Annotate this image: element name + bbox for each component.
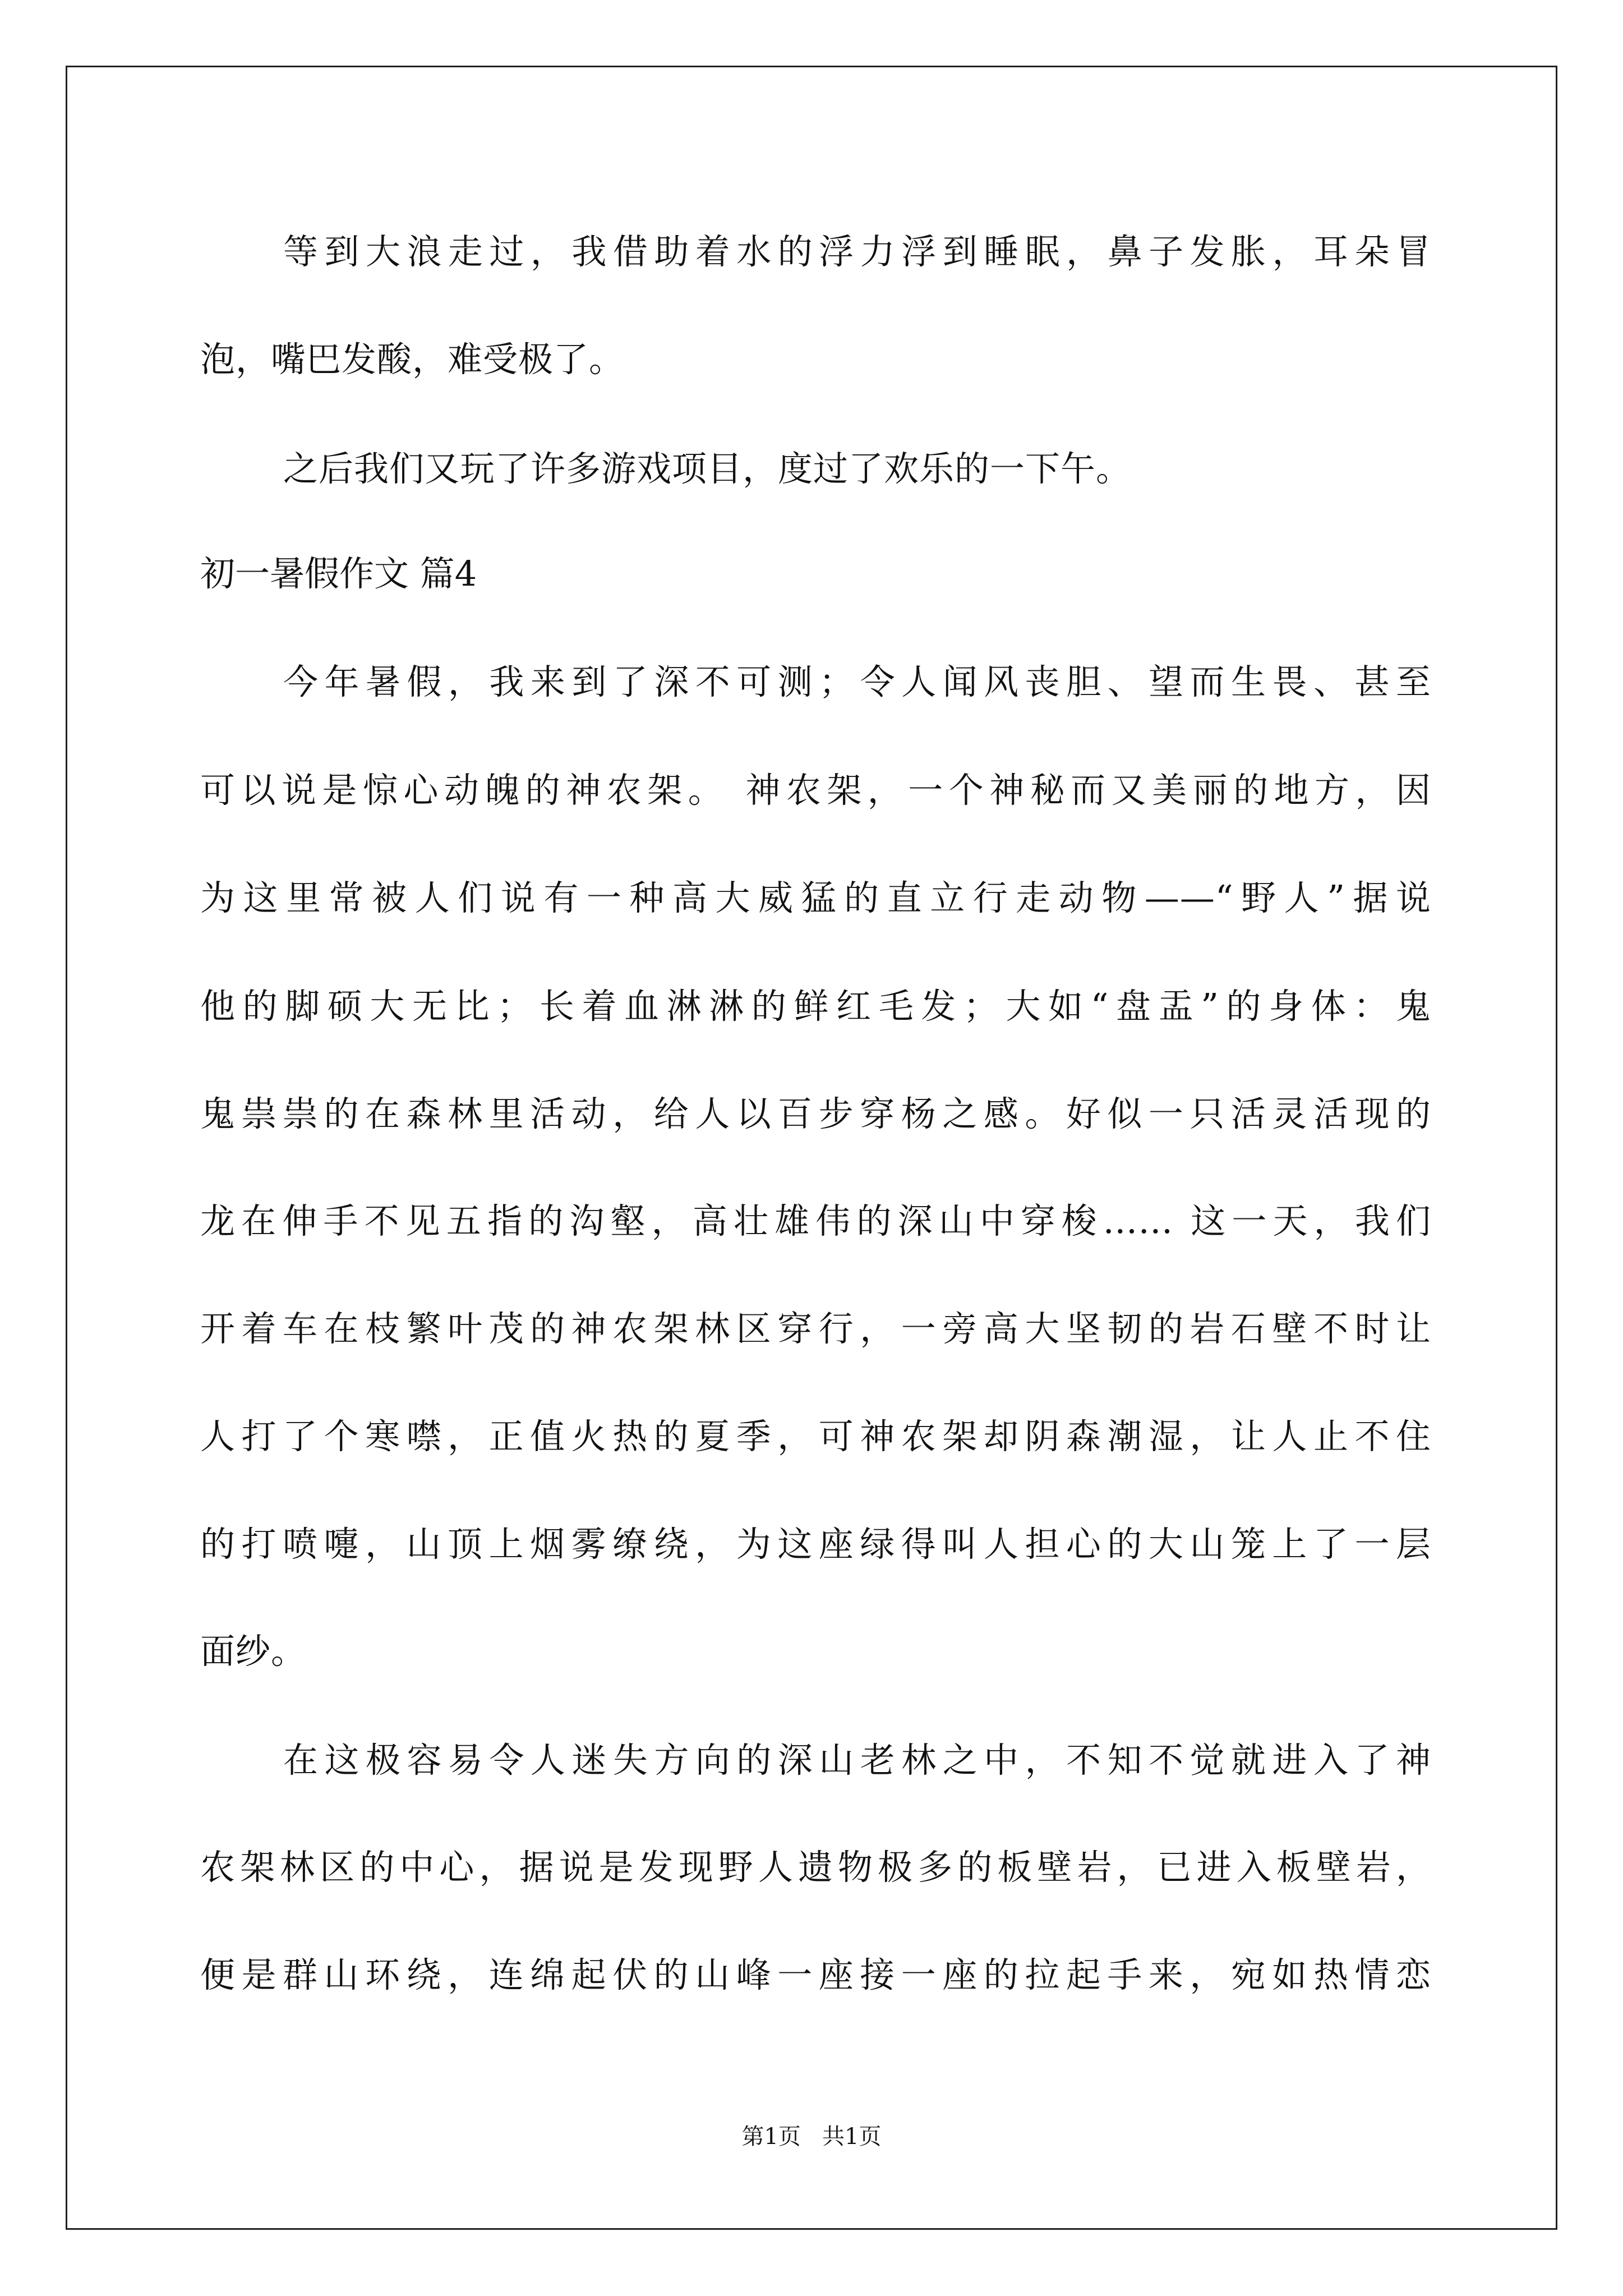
page-footer: 第1页 共1页: [741, 2124, 882, 2150]
paragraph-line: 鬼祟祟的在森林里活动，给人以百步穿杨之感。好似一只活灵活现的: [200, 1093, 1431, 1134]
paragraph-line: 龙在伸手不见五指的沟壑，高壮雄伟的深山中穿梭…… 这一天，我们: [200, 1200, 1431, 1241]
paragraph-line: 之后我们又玩了许多游戏项目，度过了欢乐的一下午。: [283, 448, 1132, 489]
paragraph-line: 便是群山环绕，连绵起伏的山峰一座接一座的拉起手来，宛如热情恋: [200, 1954, 1431, 1995]
paragraph-line: 的打喷嚏，山顶上烟雾缭绕，为这座绿得叫人担心的大山笼上了一层: [200, 1524, 1431, 1565]
paragraph-line: 面纱。: [200, 1631, 307, 1672]
paragraph-line: 为这里常被人们说有一种高大威猛的直立行走动物——“野人”据说: [200, 877, 1431, 918]
paragraph-line: 等到大浪走过，我借助着水的浮力浮到睡眠，鼻子发胀，耳朵冒: [283, 231, 1431, 272]
paragraph-line: 泡，嘴巴发酸，难受极了。: [200, 339, 625, 380]
paragraph-line: 今年暑假，我来到了深不可测；令人闻风丧胆、望而生畏、甚至: [283, 661, 1431, 702]
paragraph-line: 他的脚硕大无比；长着血淋淋的鲜红毛发；大如“盘盂”的身体：鬼: [200, 986, 1431, 1027]
section-heading: 初一暑假作文 篇4: [200, 553, 477, 594]
paragraph-line: 人打了个寒噤，正值火热的夏季，可神农架却阴森潮湿，让人止不住: [200, 1416, 1431, 1457]
paragraph-line: 在这极容易令人迷失方向的深山老林之中，不知不觉就进入了神: [283, 1740, 1431, 1780]
paragraph-line: 农架林区的中心，据说是发现野人遗物极多的板壁岩，已进入板壁岩，: [200, 1847, 1431, 1888]
paragraph-line: 开着车在枝繁叶茂的神农架林区穿行，一旁高大坚韧的岩石壁不时让: [200, 1308, 1431, 1349]
paragraph-line: 可以说是惊心动魄的神农架。 神农架，一个神秘而又美丽的地方，因: [200, 770, 1431, 811]
page-border: [66, 66, 1557, 2230]
